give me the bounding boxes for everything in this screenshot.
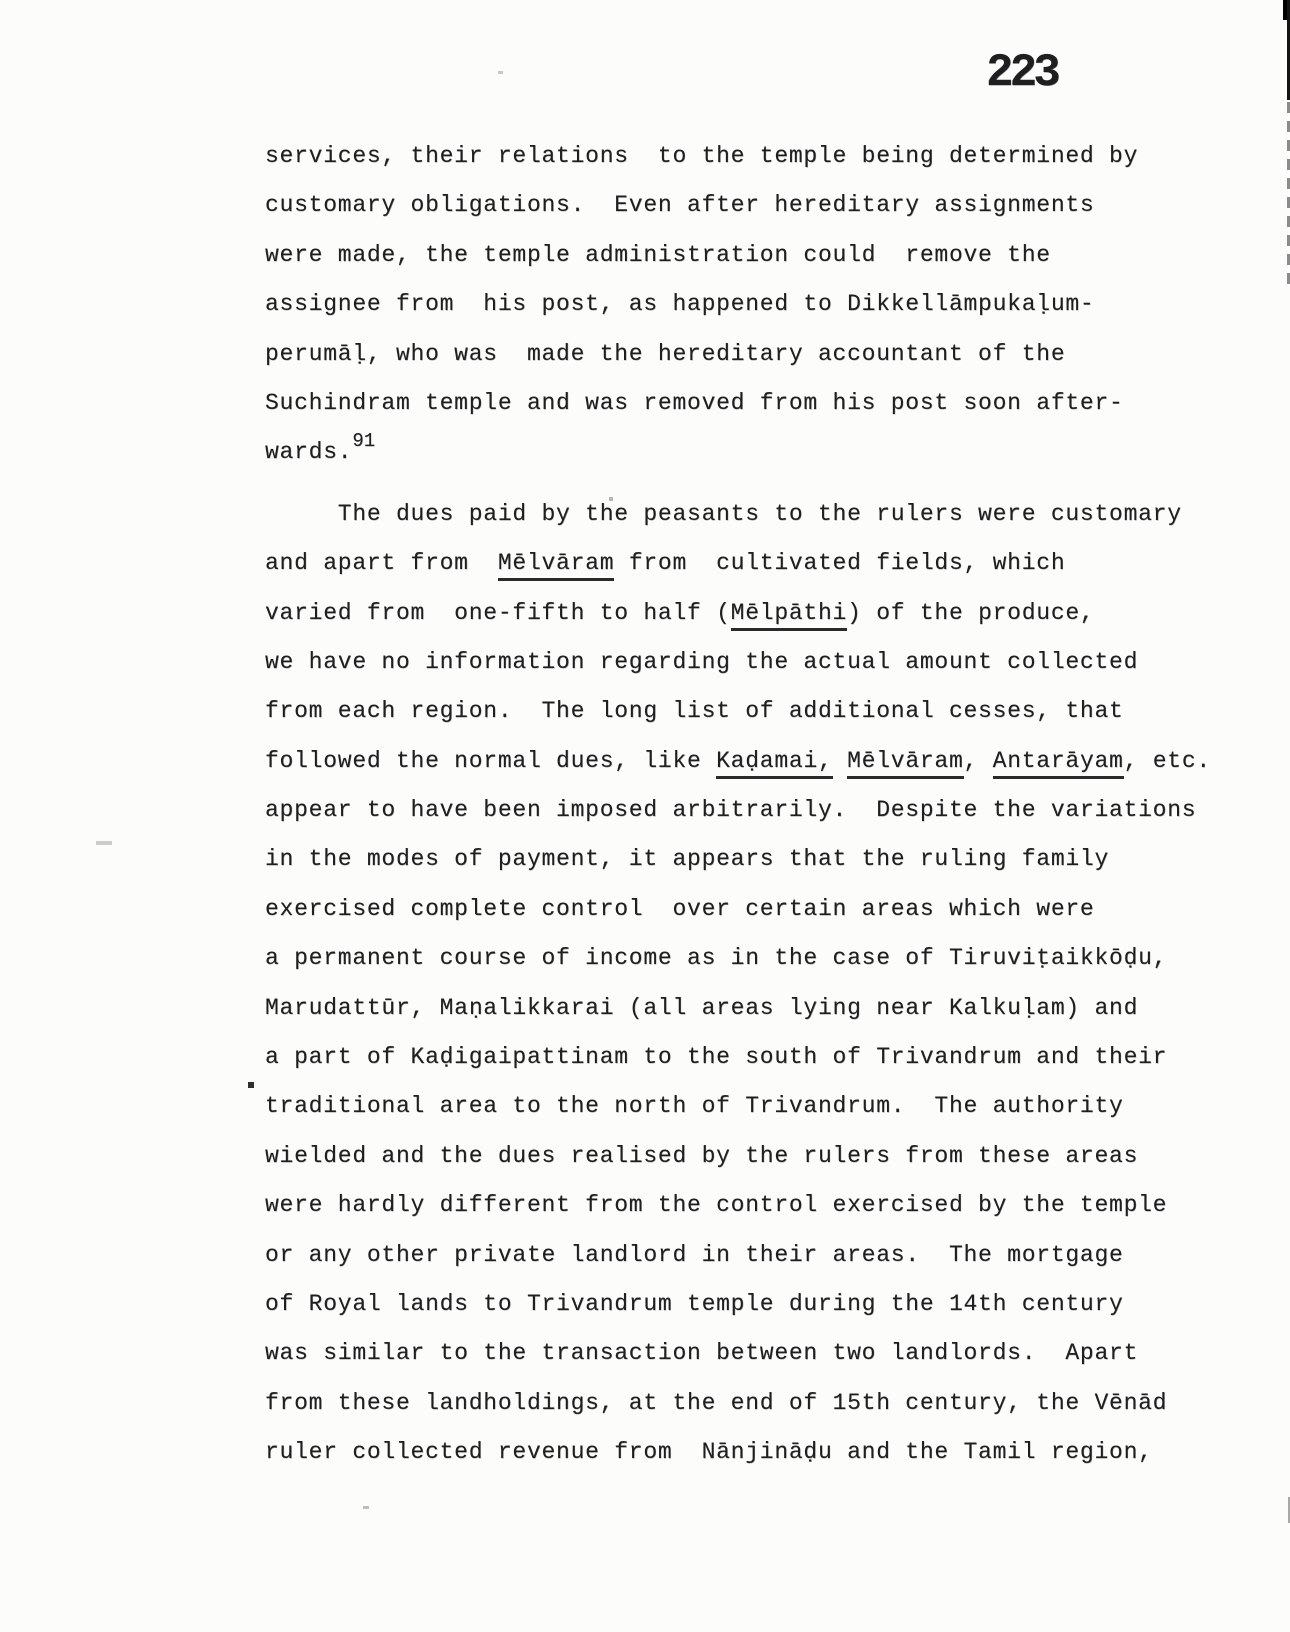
text-segment: exercised complete control over certain areas which were: [265, 895, 1095, 922]
scan-speck-bottom: [363, 1506, 369, 1509]
text-line: [265, 1132, 1211, 1181]
text-segment: The dues paid by the peasants to the rulers were customary: [265, 500, 1182, 527]
text-segment: wielded and the dues realised by the rulers from these areas: [265, 1142, 1139, 1169]
underlined-term: Antarāyam: [993, 748, 1124, 779]
scan-speck-left: [96, 841, 112, 845]
text-segment: were hardly different from the control exercised by the temple: [265, 1192, 1168, 1219]
text-line: [265, 539, 1211, 588]
text-line: [265, 687, 1211, 736]
text-segment: from cultivated fields, which: [614, 550, 1066, 577]
text-segment: traditional area to the north of Trivandrum. The authority: [265, 1093, 1124, 1120]
underlined-term: Mēlvāram: [498, 550, 614, 581]
text-segment: varied from one-fifth to half (: [265, 599, 731, 626]
text-line: [265, 379, 1211, 428]
text-line: [265, 428, 1211, 477]
text-line: [265, 1280, 1211, 1329]
scan-speck-ink-dot: [248, 1082, 254, 1088]
scan-speck-mid: [609, 497, 613, 501]
underlined-term: Mēlpāthi: [731, 600, 847, 631]
text-line: [265, 984, 1211, 1033]
text-segment: we have no information regarding the actual amount collected: [265, 648, 1139, 675]
text-segment: assignee from his post, as happened to Dikkellāmpukaḷum-: [265, 291, 1095, 318]
text-line: [265, 132, 1211, 181]
text-segment: [833, 748, 848, 774]
text-line: [265, 786, 1211, 835]
text-segment: was similar to the transaction between two landlords. Apart: [265, 1340, 1139, 1367]
text-segment: Suchindram temple and was removed from his post soon after-: [265, 389, 1124, 416]
scan-speck-top: [498, 71, 503, 74]
text-line: [265, 1181, 1211, 1230]
text-line: [265, 1329, 1211, 1378]
text-segment: ) of the produce,: [847, 599, 1095, 626]
footnote-reference: 91: [352, 430, 376, 453]
underlined-term: Mēlvāram: [847, 748, 963, 779]
text-segment: appear to have been imposed arbitrarily. Despite the variations: [265, 797, 1197, 824]
text-segment: in the modes of payment, it appears that the ruling family: [265, 846, 1110, 873]
text-line: [265, 280, 1211, 329]
text-line: [265, 934, 1211, 983]
text-line: [265, 1231, 1211, 1280]
text-segment: perumāḷ, who was made the hereditary accountant of the: [265, 340, 1066, 367]
text-segment: and apart from: [265, 550, 498, 577]
text-segment: a part of Kaḍigaipattinam to the south of Trivandrum and their: [265, 1044, 1168, 1071]
text-line: [265, 589, 1211, 638]
text-segment: of Royal lands to Trivandrum temple during the 14th century: [265, 1290, 1124, 1317]
text-segment: followed the normal dues, like: [265, 747, 717, 774]
underlined-term: Kaḍamai,: [716, 748, 832, 779]
text-segment: services, their relations to the temple being determined by: [265, 143, 1139, 169]
page-number: 223: [986, 47, 1057, 99]
text-line: [265, 885, 1211, 934]
text-segment: were made, the temple administration could remove the: [265, 241, 1051, 268]
text-line: [265, 231, 1211, 280]
text-segment: or any other private landlord in their areas. The mortgage: [265, 1241, 1124, 1268]
text-line: [265, 835, 1211, 884]
text-line: [265, 181, 1211, 230]
text-segment: from these landholdings, at the end of 15th century, the Vēnād: [265, 1389, 1168, 1416]
text-line: [265, 490, 1211, 539]
text-segment: a permanent course of income as in the case of Tiruviṭaikkōḍu,: [265, 945, 1168, 972]
text-segment: Marudattūr, Maṇalikkarai (all areas lying near Kalkuḷam) and: [265, 994, 1139, 1021]
text-segment: from each region. The long list of additional cesses, that: [265, 698, 1124, 725]
text-line: [265, 638, 1211, 687]
text-line: [265, 1033, 1211, 1082]
text-line: [265, 330, 1211, 379]
document-text-block: [265, 132, 1211, 1478]
text-segment: ruler collected revenue from Nānjināḍu and the Tamil region,: [265, 1439, 1153, 1466]
text-line: [265, 1082, 1211, 1131]
text-line: [265, 737, 1211, 786]
text-line: [265, 1379, 1211, 1428]
text-segment: customary obligations. Even after hereditary assignments: [265, 192, 1095, 219]
text-segment: , etc.: [1123, 747, 1211, 774]
text-segment: ,: [963, 747, 993, 774]
text-line: [265, 1428, 1211, 1477]
text-segment: wards.: [265, 439, 353, 466]
